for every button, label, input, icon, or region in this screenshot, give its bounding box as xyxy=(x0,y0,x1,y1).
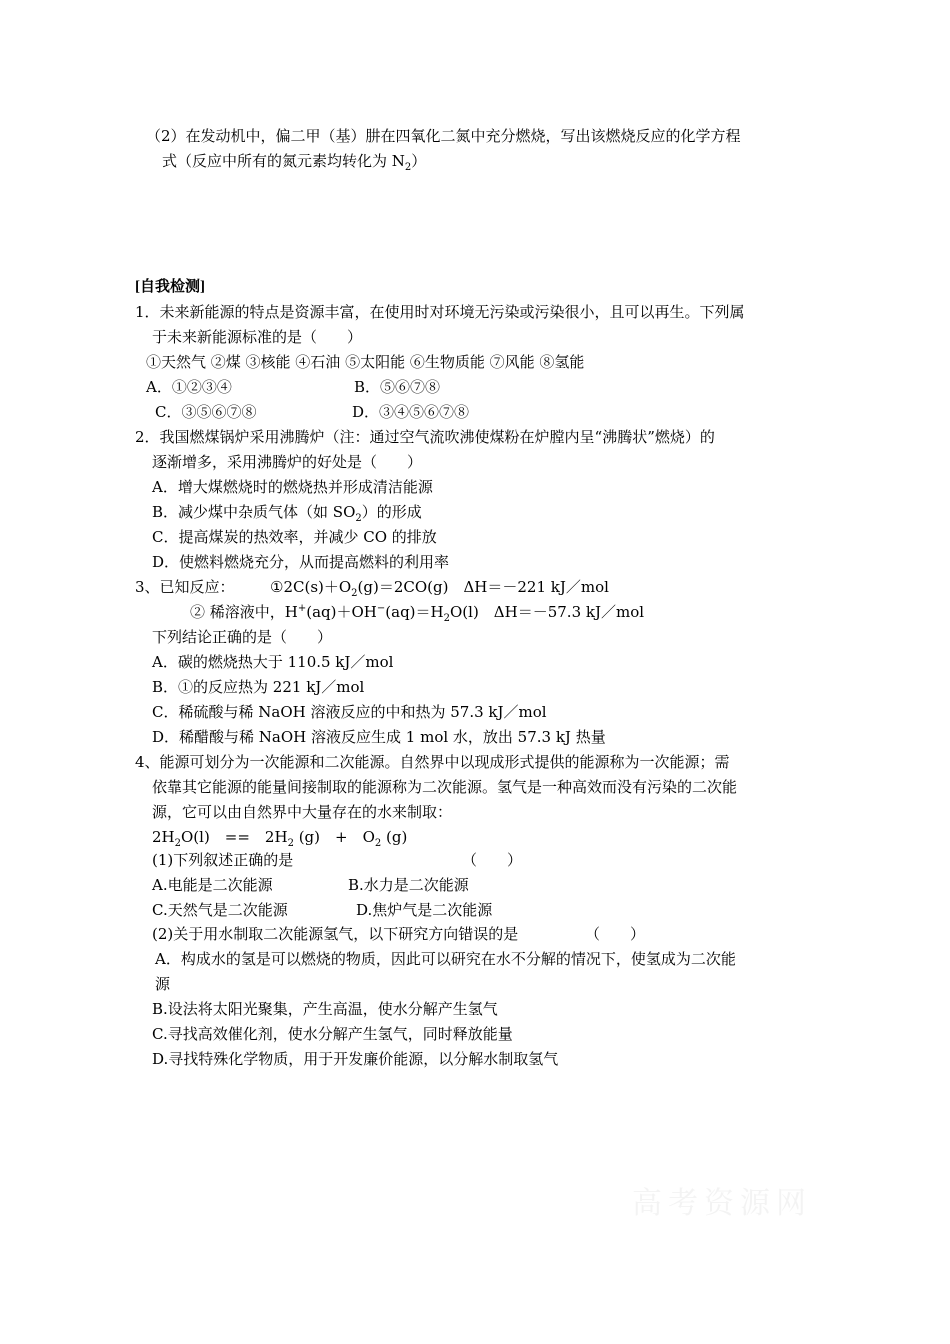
q4-sub2-option-a-line1: A．构成水的氢是可以燃烧的物质，因此可以研究在水不分解的情况下，使氢成为二次能 xyxy=(155,950,736,968)
q4-sub1-option-d: D.焦炉气是二次能源 xyxy=(356,901,493,919)
q2b-option-a: A．增大煤燃烧时的燃烧热并形成清洁能源 xyxy=(152,478,433,496)
q2b-line1: 2．我国燃煤锅炉采用沸腾炉（注：通过空气流吹沸使煤粉在炉膛内呈“沸腾状”燃烧）的 xyxy=(135,428,715,446)
q4-sub1-option-b: B.水力是二次能源 xyxy=(348,876,469,894)
q4-line2: 依靠其它能源的能量间接制取的能源称为二次能源。氢气是一种高效而没有污染的二次能 xyxy=(152,778,738,796)
q2b-line2: 逐渐增多，采用沸腾炉的好处是（ ） xyxy=(152,453,423,471)
q4-line1: 4、能源可划分为一次能源和二次能源。自然界中以现成形式提供的能源称为一次能源；需 xyxy=(135,753,730,771)
q3-label: 3、已知反应： xyxy=(135,578,235,596)
q1-items: ①天然气 ②煤 ③核能 ④石油 ⑤太阳能 ⑥生物质能 ⑦风能 ⑧氢能 xyxy=(146,353,585,371)
q4-sub2-paren: （ ） xyxy=(585,925,646,943)
q4-sub2-option-a-line2: 源 xyxy=(155,975,171,993)
q1-line2: 于未来新能源标准的是（ ） xyxy=(152,328,363,346)
q3-option-a: A．碳的燃烧热大于 110.5 kJ／mol xyxy=(152,653,394,671)
q4-sub1-option-c: C.天然气是二次能源 xyxy=(152,901,288,919)
q2b-option-d: D．使燃料燃烧充分，从而提高燃料的利用率 xyxy=(152,553,450,571)
q1-option-b: B．⑤⑥⑦⑧ xyxy=(354,378,441,396)
q2-line2: 式（反应中所有的氮元素均转化为 $N_2$） xyxy=(162,152,427,173)
q2b-option-b: B．减少煤中杂质气体（如 $SO_2$）的形成 xyxy=(152,503,422,524)
watermark: 高考资源网 xyxy=(632,1186,812,1221)
q4-sub2-option-c: C.寻找高效催化剂，使水分解产生氢气，同时释放能量 xyxy=(152,1025,513,1043)
q3-option-d: D．稀醋酸与稀 NaOH 溶液反应生成 1 mol 水，放出 57.3 kJ 热量 xyxy=(152,728,606,746)
q3-option-b: B．①的反应热为 221 kJ／mol xyxy=(152,678,365,696)
q3-question: 下列结论正确的是（ ） xyxy=(152,628,333,646)
q4-sub1-paren: （ ） xyxy=(462,851,523,869)
q3-option-c: C．稀硫酸与稀 NaOH 溶液反应的中和热为 57.3 kJ／mol xyxy=(152,703,547,721)
q2-line1: （2）在发动机中，偏二甲（基）肼在四氧化二氮中充分燃烧，写出该燃烧反应的化学方程 xyxy=(146,127,741,145)
q4-sub2-option-d: D.寻找特殊化学物质，用于开发廉价能源，以分解水制取氢气 xyxy=(152,1050,559,1068)
q4-sub2-option-b: B.设法将太阳光聚集，产生高温，使水分解产生氢气 xyxy=(152,1000,498,1018)
q4-equation: $2H_2O(l)$ == $2H_2$ (g) + $O_2$ (g) xyxy=(152,828,408,849)
q1-option-d: D．③④⑤⑥⑦⑧ xyxy=(352,403,470,421)
q2b-option-c: C．提高煤炭的热效率，并减少 CO 的排放 xyxy=(152,528,437,546)
q4-sub1-question: (1)下列叙述正确的是 xyxy=(152,851,294,869)
q3-reaction-2: ② 稀溶液中，$H^+(aq)+OH^-(aq)=H_2O(l)$ ΔH＝－57.3 kJ／mol xyxy=(190,603,645,624)
section-heading: [自我检测] xyxy=(135,279,205,295)
q3-reaction-1: $①2C(s)+O_2(g)=2CO(g)$ ΔH＝－221 kJ／mol xyxy=(270,578,609,599)
q4-sub2-question: (2)关于用水制取二次能源氢气，以下研究方向错误的是 xyxy=(152,925,519,943)
q4-sub1-option-a: A.电能是二次能源 xyxy=(152,876,273,894)
q4-line3: 源，它可以由自然界中大量存在的水来制取： xyxy=(152,803,453,821)
q1-option-a: A．①②③④ xyxy=(146,378,232,396)
q1-option-c: C．③⑤⑥⑦⑧ xyxy=(155,403,257,421)
q1-line1: 1．未来新能源的特点是资源丰富，在使用时对环境无污染或污染很小，且可以再生。下列属 xyxy=(135,303,745,321)
